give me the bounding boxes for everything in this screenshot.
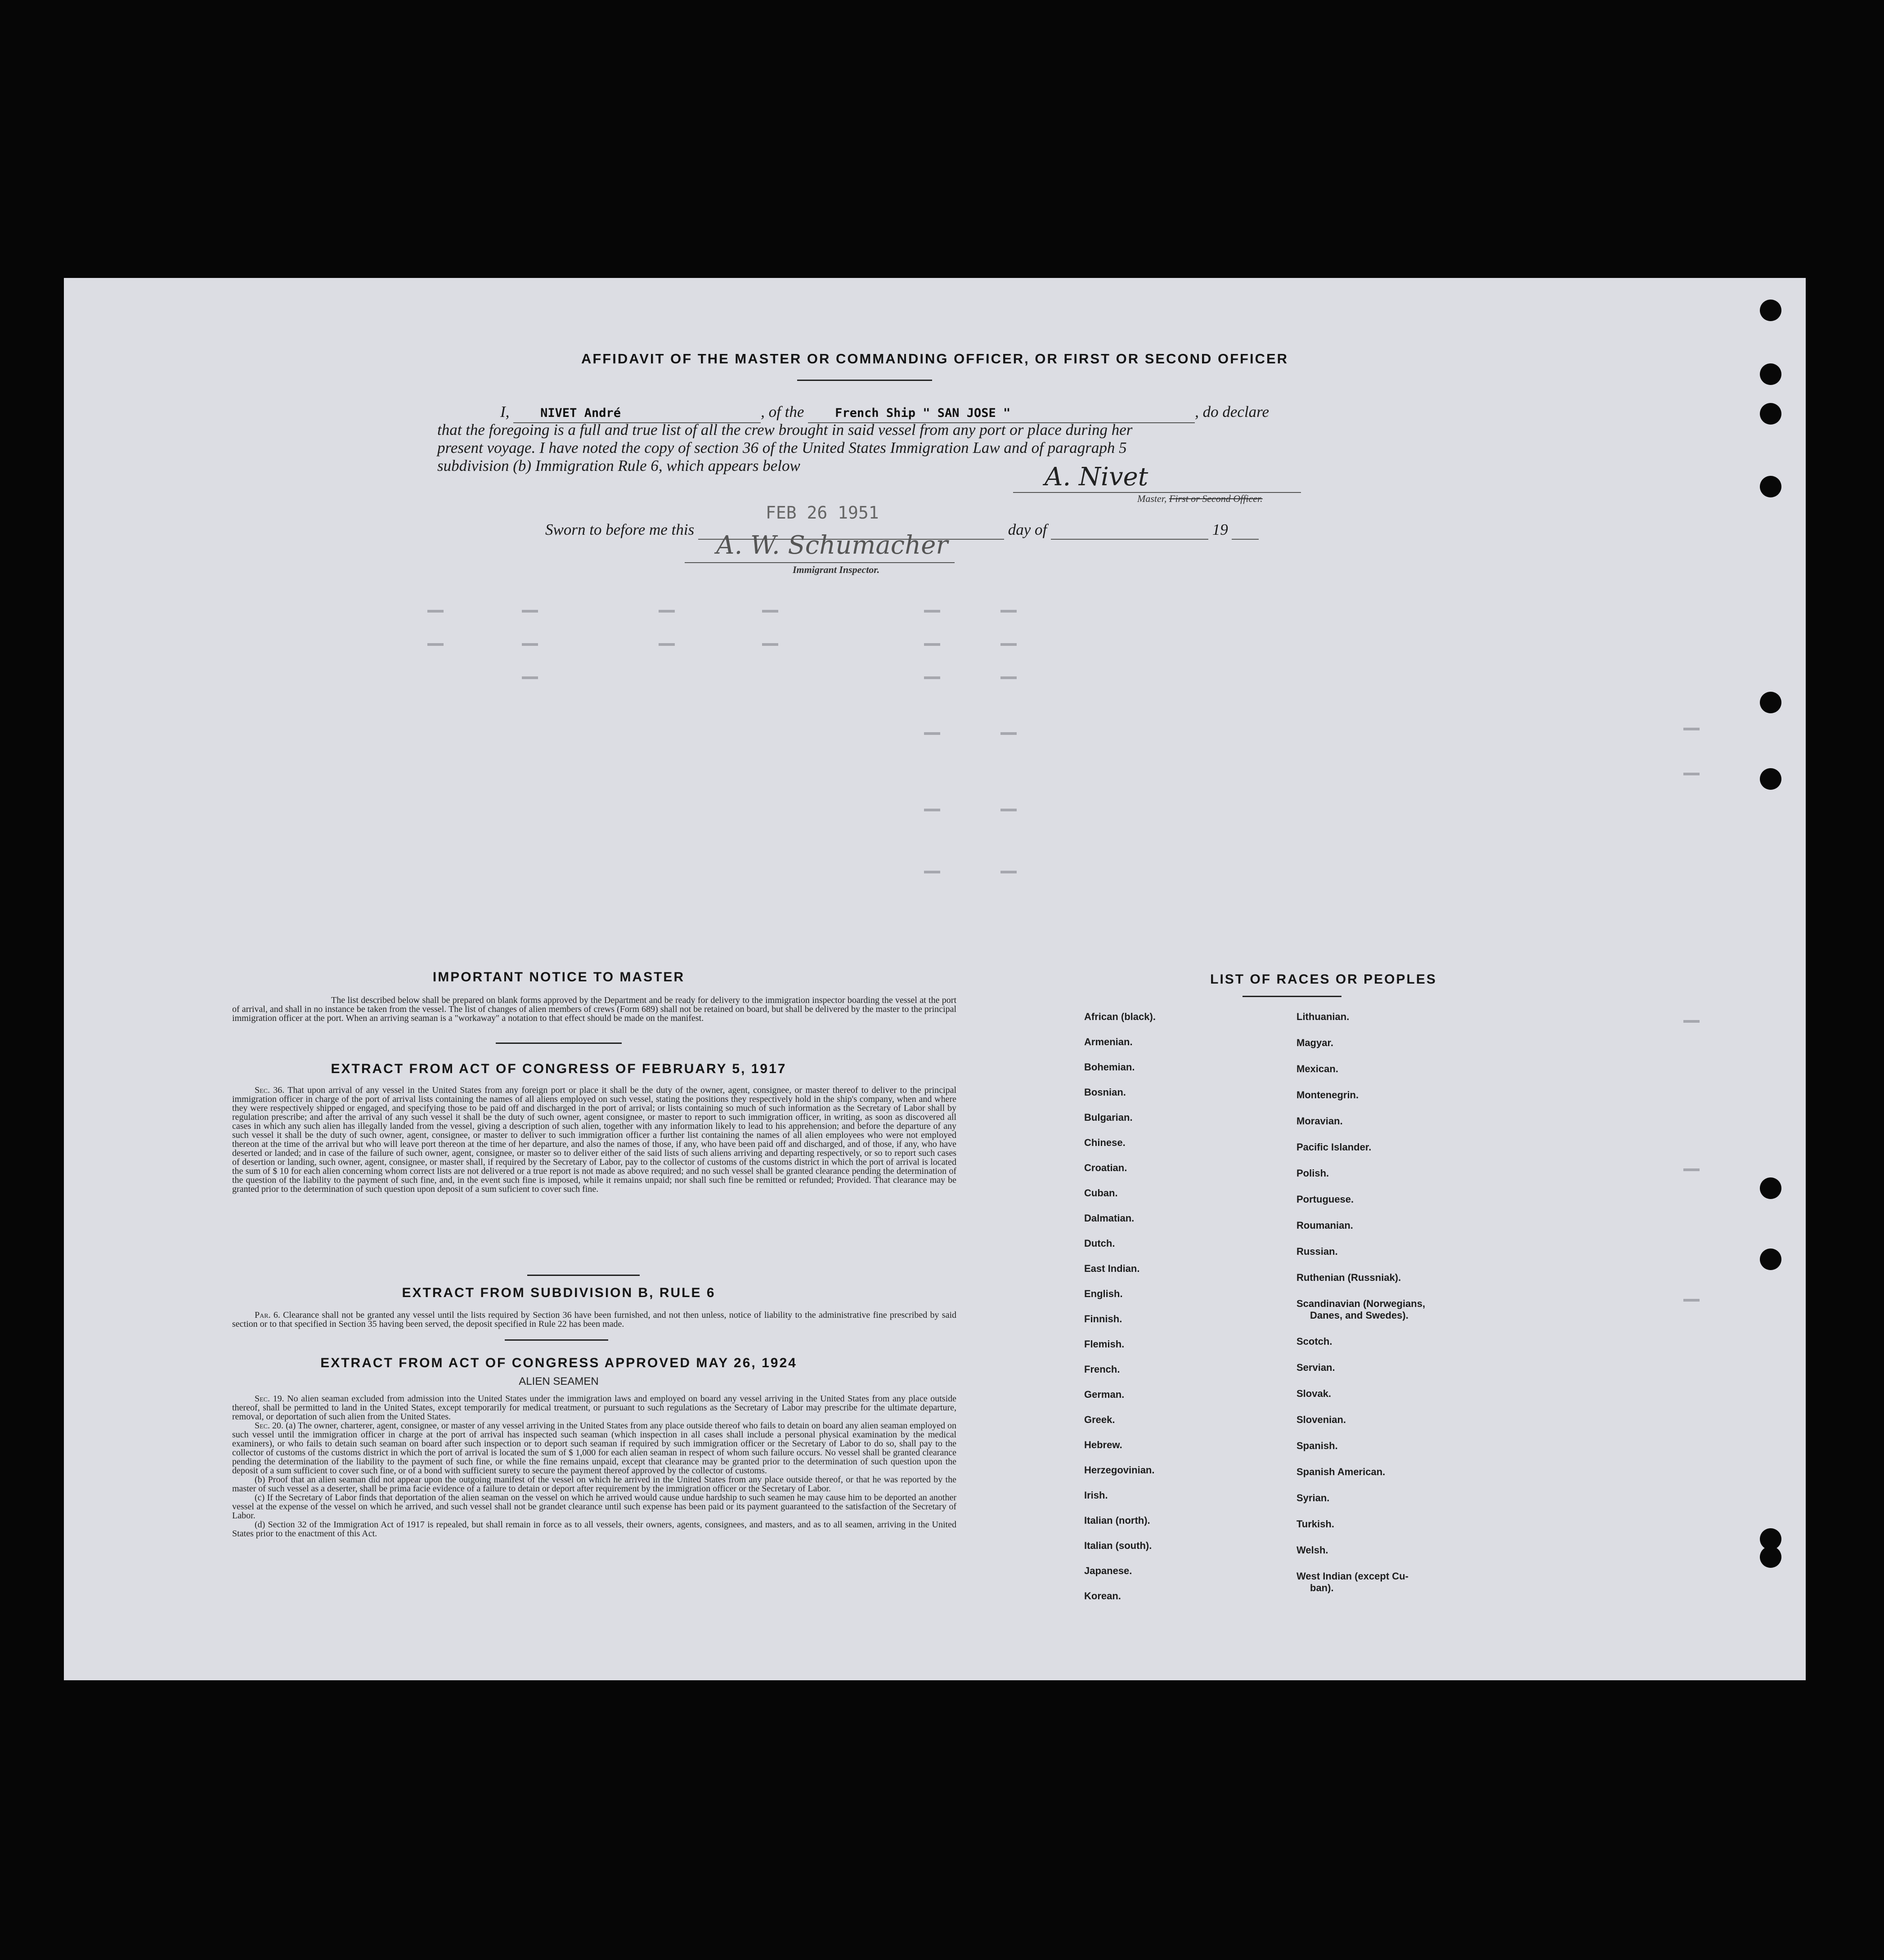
bleed-mark xyxy=(1683,1168,1700,1171)
affidavit-title: AFFIDAVIT OF THE MASTER OR COMMANDING OFFICER, OR FIRST OR SECOND OFFICER xyxy=(581,351,1289,367)
par-6-label: Par. 6. xyxy=(255,1310,280,1320)
bleed-mark xyxy=(1683,773,1700,775)
race-item: Lithuanian. xyxy=(1296,1011,1350,1022)
punch-hole xyxy=(1760,1248,1781,1270)
bleed-mark xyxy=(1683,1020,1700,1023)
race-item: Magyar. xyxy=(1296,1037,1333,1048)
bleed-mark xyxy=(762,610,778,613)
race-item: Greek. xyxy=(1084,1414,1115,1425)
affidavit-line-2: that the foregoing is a full and true list of all the crew brought in said vessel from any port or place during her xyxy=(437,421,1133,439)
race-item: Chinese. xyxy=(1084,1137,1126,1148)
punch-hole xyxy=(1760,403,1781,425)
bleed-mark xyxy=(427,610,444,613)
bleed-mark xyxy=(427,643,444,646)
sec-20d-text: (d) Section 32 of the Immigration Act of 1917 is repealed, but shall remain in force as to all vessels, their owners, agents, consignees, and masters, and as to all seamen, arriving in the United States prior to the enactment of this Act. xyxy=(232,1520,956,1539)
sec-19-text xyxy=(232,1394,956,1421)
race-item: Cuban. xyxy=(1084,1187,1118,1199)
race-item: Turkish. xyxy=(1296,1518,1334,1530)
race-item: Russian. xyxy=(1296,1246,1338,1257)
race-item: Bulgarian. xyxy=(1084,1112,1133,1123)
bleed-mark xyxy=(924,809,940,811)
master-title: Master, xyxy=(1137,493,1167,504)
race-item: Finnish. xyxy=(1084,1313,1122,1325)
race-item: Welsh. xyxy=(1296,1544,1328,1556)
race-item: Spanish. xyxy=(1296,1440,1338,1451)
race-item: Bosnian. xyxy=(1084,1087,1126,1098)
race-item: Pacific Islander. xyxy=(1296,1141,1372,1153)
bleed-mark xyxy=(924,610,940,613)
master-name-field: NIVET André xyxy=(513,404,761,423)
race-item: Irish. xyxy=(1084,1490,1108,1501)
race-item: East Indian. xyxy=(1084,1263,1140,1274)
bleed-mark xyxy=(924,643,940,646)
sec-36-label: Sec. 36. xyxy=(255,1085,285,1095)
races-heading: LIST OF RACES OR PEOPLES xyxy=(1210,972,1437,987)
race-item: Scotch. xyxy=(1296,1336,1332,1347)
bleed-mark xyxy=(522,643,538,646)
rule-6-text xyxy=(232,1311,956,1329)
sec-19-label: Sec. 19. xyxy=(255,1394,284,1404)
race-item: Moravian. xyxy=(1296,1115,1343,1127)
affidavit-line-3: present voyage. I have noted the copy of section 36 of the United States Immigration Law and of paragraph 5 xyxy=(437,439,1127,456)
race-item: ban). xyxy=(1310,1582,1334,1593)
race-item: Hebrew. xyxy=(1084,1439,1122,1450)
punch-hole xyxy=(1760,476,1781,497)
line1-mid: , of the xyxy=(761,403,804,421)
race-item: Dalmatian. xyxy=(1084,1213,1135,1224)
affidavit-line-4: subdivision (b) Immigration Rule 6, which appears below xyxy=(437,457,800,474)
sec-20-label: Sec. 20. xyxy=(255,1421,284,1431)
race-item: Ruthenian (Russniak). xyxy=(1296,1272,1401,1283)
struck-officer-title: First or Second Officer. xyxy=(1169,493,1263,504)
race-item: Korean. xyxy=(1084,1590,1121,1602)
race-item: Polish. xyxy=(1296,1168,1329,1179)
document-page xyxy=(64,278,1806,1680)
races-rule xyxy=(1243,996,1341,997)
race-item: Italian (south). xyxy=(1084,1540,1152,1551)
bleed-mark xyxy=(659,643,675,646)
race-item: West Indian (except Cu- xyxy=(1296,1571,1409,1582)
race-item: Italian (north). xyxy=(1084,1515,1150,1526)
bleed-mark xyxy=(522,610,538,613)
bleed-mark xyxy=(1683,1299,1700,1302)
punch-hole xyxy=(1760,363,1781,385)
month-field xyxy=(1051,521,1208,540)
act-1924-heading: EXTRACT FROM ACT OF CONGRESS APPROVED MAY 26, 1924 xyxy=(320,1356,797,1370)
act-1917-rule xyxy=(527,1275,640,1276)
race-item: Japanese. xyxy=(1084,1565,1132,1576)
sec-20a-body: (a) The owner, charterer, agent, consignee, or master of any vessel arriving in the United States from any place outside thereof who fails to detain on board any alien seaman employed on such vessel until the immigration officer in charge at the port of arrival has inspected such seaman (which inspection in all cases shall include a personal physical examination by the medical examiners), or who fails to detain such seaman on board after such inspection or to deport such seaman if required by such immigration officer or the Secretary of Labor to do so, shall pay to the collector of customs of the customs district in which the port of arrival is located the sum of $ 1,000 for each alien seaman in respect of whom such failure occurs. No vessel shall be granted clearance pending the determination of the liability to the payment of such fine, or while the fine remains unpaid, except that clearance may be granted prior to the determination of such question upon the deposit of a sum sufficient to cover such fine, or of a bond with sufficient surety to secure the payment thereof approved by the collector of customs. xyxy=(232,1421,957,1476)
title-rule xyxy=(797,380,932,381)
bleed-mark xyxy=(522,676,538,679)
race-item: Servian. xyxy=(1296,1362,1335,1373)
race-item: Croatian. xyxy=(1084,1162,1127,1173)
par-6-body: Clearance shall not be granted any vessel until the lists required by Section 36 have been furnished, and not then unless, notice of liability to the administrative fine prescribed by said section or to that specified in Section 35 having been served, the deposit specified in Rule 22 has been made. xyxy=(232,1310,957,1329)
inspector-label: Immigrant Inspector. xyxy=(793,564,880,575)
bleed-mark xyxy=(924,732,940,735)
bleed-mark xyxy=(1000,610,1017,613)
line1-end: , do declare xyxy=(1195,403,1269,421)
sworn-prefix: Sworn to before me this xyxy=(545,521,695,538)
notice-text: The list described below shall be prepared on blank forms approved by the Department and be ready for delivery to the immigration inspector boarding the vessel at the port of arrival, and shall in no instance be taken from the vessel. The list of changes of alien members of crews (Form 689) shall not be retained on board, but shall be delivered by the master to the principal immigration officer at the port. When an arriving seaman is a "workaway" a notation to that effect should be made on the manifest. xyxy=(232,995,956,1023)
race-item: Mexican. xyxy=(1296,1063,1338,1074)
race-item: German. xyxy=(1084,1389,1125,1400)
race-item: French. xyxy=(1084,1364,1120,1375)
bleed-mark xyxy=(1000,643,1017,646)
race-item: Slovak. xyxy=(1296,1388,1332,1399)
race-item: Flemish. xyxy=(1084,1338,1125,1350)
race-item: Danes, and Swedes). xyxy=(1310,1310,1409,1321)
bleed-mark xyxy=(1000,871,1017,873)
inspector-signature-line xyxy=(685,562,955,563)
act-1917-heading: EXTRACT FROM ACT OF CONGRESS OF FEBRUARY 5, 1917 xyxy=(331,1061,787,1076)
bleed-mark xyxy=(1000,732,1017,735)
inspector-signature: A. W. Schumacher xyxy=(716,531,948,560)
race-item: Slovenian. xyxy=(1296,1414,1346,1425)
bleed-mark xyxy=(1000,676,1017,679)
race-item: Herzegovinian. xyxy=(1084,1464,1155,1476)
race-item: English. xyxy=(1084,1288,1123,1299)
sec-20b-text: (b) Proof that an alien seaman did not appear upon the outgoing manifest of the vessel on which he arrived in the United States from any place outside thereof, or that he was reported by the master of such vessel as a deserter, shall be prima facie evidence of a failure to detain or deport after requirement by the immigration officer or the Secretary of Labor. xyxy=(232,1475,956,1494)
race-item: Syrian. xyxy=(1296,1492,1330,1504)
act-1917-text xyxy=(232,1086,956,1194)
rule-6-heading: EXTRACT FROM SUBDIVISION B, RULE 6 xyxy=(402,1285,716,1300)
punch-hole xyxy=(1760,692,1781,713)
races-left-column xyxy=(1084,1011,1309,1602)
bleed-mark xyxy=(762,643,778,646)
intro-text: I, xyxy=(500,403,510,421)
race-item: Scandinavian (Norwegians, xyxy=(1296,1298,1426,1309)
master-signature: A. Nivet xyxy=(1045,462,1148,492)
notice-rule xyxy=(496,1043,622,1044)
bleed-mark xyxy=(924,871,940,873)
races-right-column xyxy=(1296,1011,1548,1609)
race-item: Montenegrin. xyxy=(1296,1089,1359,1101)
bleed-mark xyxy=(1683,728,1700,730)
ship-name-field: French Ship " SAN JOSE " xyxy=(808,404,1195,423)
rule-6-rule xyxy=(505,1339,608,1341)
master-label xyxy=(1137,493,1263,505)
date-stamp: FEB 26 1951 xyxy=(766,503,879,523)
act-1924-body xyxy=(232,1394,956,1538)
year-prefix: 19 xyxy=(1212,521,1228,538)
race-item: Armenian. xyxy=(1084,1036,1133,1047)
bleed-mark xyxy=(1000,809,1017,811)
race-item: African (black). xyxy=(1084,1011,1156,1022)
punch-hole xyxy=(1760,1177,1781,1199)
year-field xyxy=(1232,521,1259,540)
sec-36-body: That upon arrival of any vessel in the United States from any foreign port or place it shall be the duty of the owner, agent, consignee, or master thereof to deliver to the principal immigration officer in charge of the port of arrival lists containing the names of all aliens employed on such vessel, stating the positions they respectively hold in the ship's company, when and where they were respectively shipped or engaged, and specifying those to be paid off and discharged in the port of arrival; or lists containing so much of such information as the Secretary of Labor shall by regulation prescribe; and after the arrival of any such vessel it shall be the duty of such owner, agent consignee, or master to report to such immigration officer, in writing, as soon as discovered all cases in which any such alien has illegally landed from the vessel, giving a description of such alien, together with any information likely to lead to his apprehension; and before the departure of any such vessel it shall be the duty of such owner, agent, consignee, or master to deliver to such immigration officer a further list containing the names of all alien employees who were not employed thereon at the time of the arrival but who will leave port thereon at the time of her departure, and also the names of those, if any, who have been paid off and discharged, and of those, if any, who have deserted or landed; and in case of the failure of such owner, agent, consignee, or master so to deliver either of the said lists of such aliens arriving and departing respectively, or so to report such cases of desertion or landing, such owner, agent, consignee, or master shall, if required by the Secretary of Labor, pay to the collector of customs of the customs district in which the port of arrival is located the sum of $ 10 for each alien concerning whom correct lists are not delivered or a true report is not made as above required; and no such vessel shall be granted clearance pending the determination of the question of the liability to the payment of such fine, and, in the event such fine is imposed, while it remains unpaid; nor shall such fine be remitted or refunded; Provided. That clearance may be granted prior to the determination of such question upon deposit of a sum suficient to cover such fine. xyxy=(232,1085,956,1194)
sec-19-body: No alien seaman excluded from admission into the United States under the immigration laws and employed on board any vessel arriving in the United States from any place outside thereof, shall be permitted to land in the United States, except temporarily for medical treatment, or pursuant to such regulations as the Secretary of Labor may prescribe for the ultimate departure, removal, or deportation of such alien from the United States. xyxy=(232,1394,957,1422)
notice-heading: IMPORTANT NOTICE TO MASTER xyxy=(432,970,685,984)
race-item: Spanish American. xyxy=(1296,1466,1386,1477)
punch-hole xyxy=(1760,1546,1781,1568)
sec-20a-text xyxy=(232,1421,956,1475)
affidavit-line-1 xyxy=(437,403,1319,423)
race-item: Portuguese. xyxy=(1296,1194,1354,1205)
race-item: Dutch. xyxy=(1084,1238,1115,1249)
punch-hole xyxy=(1760,300,1781,321)
race-item: Roumanian. xyxy=(1296,1220,1353,1231)
punch-hole xyxy=(1760,768,1781,790)
bleed-mark xyxy=(659,610,675,613)
sec-20c-text: (c) If the Secretary of Labor finds that deportation of the alien seaman on the vessel on which he arrived would cause undue hardship to such seamen he may cause him to be deported an another vessel at the expense of the vessel on which he arrived, and such vessel shall not be grandet clearance until such expense has been paid or its payment guaranteed to the satisfaction of the Secretary of Labor. xyxy=(232,1493,956,1521)
alien-seamen-subheading: ALIEN SEAMEN xyxy=(519,1375,599,1387)
bleed-mark xyxy=(924,676,940,679)
race-item: Bohemian. xyxy=(1084,1061,1135,1073)
day-of-label: day of xyxy=(1008,521,1047,538)
